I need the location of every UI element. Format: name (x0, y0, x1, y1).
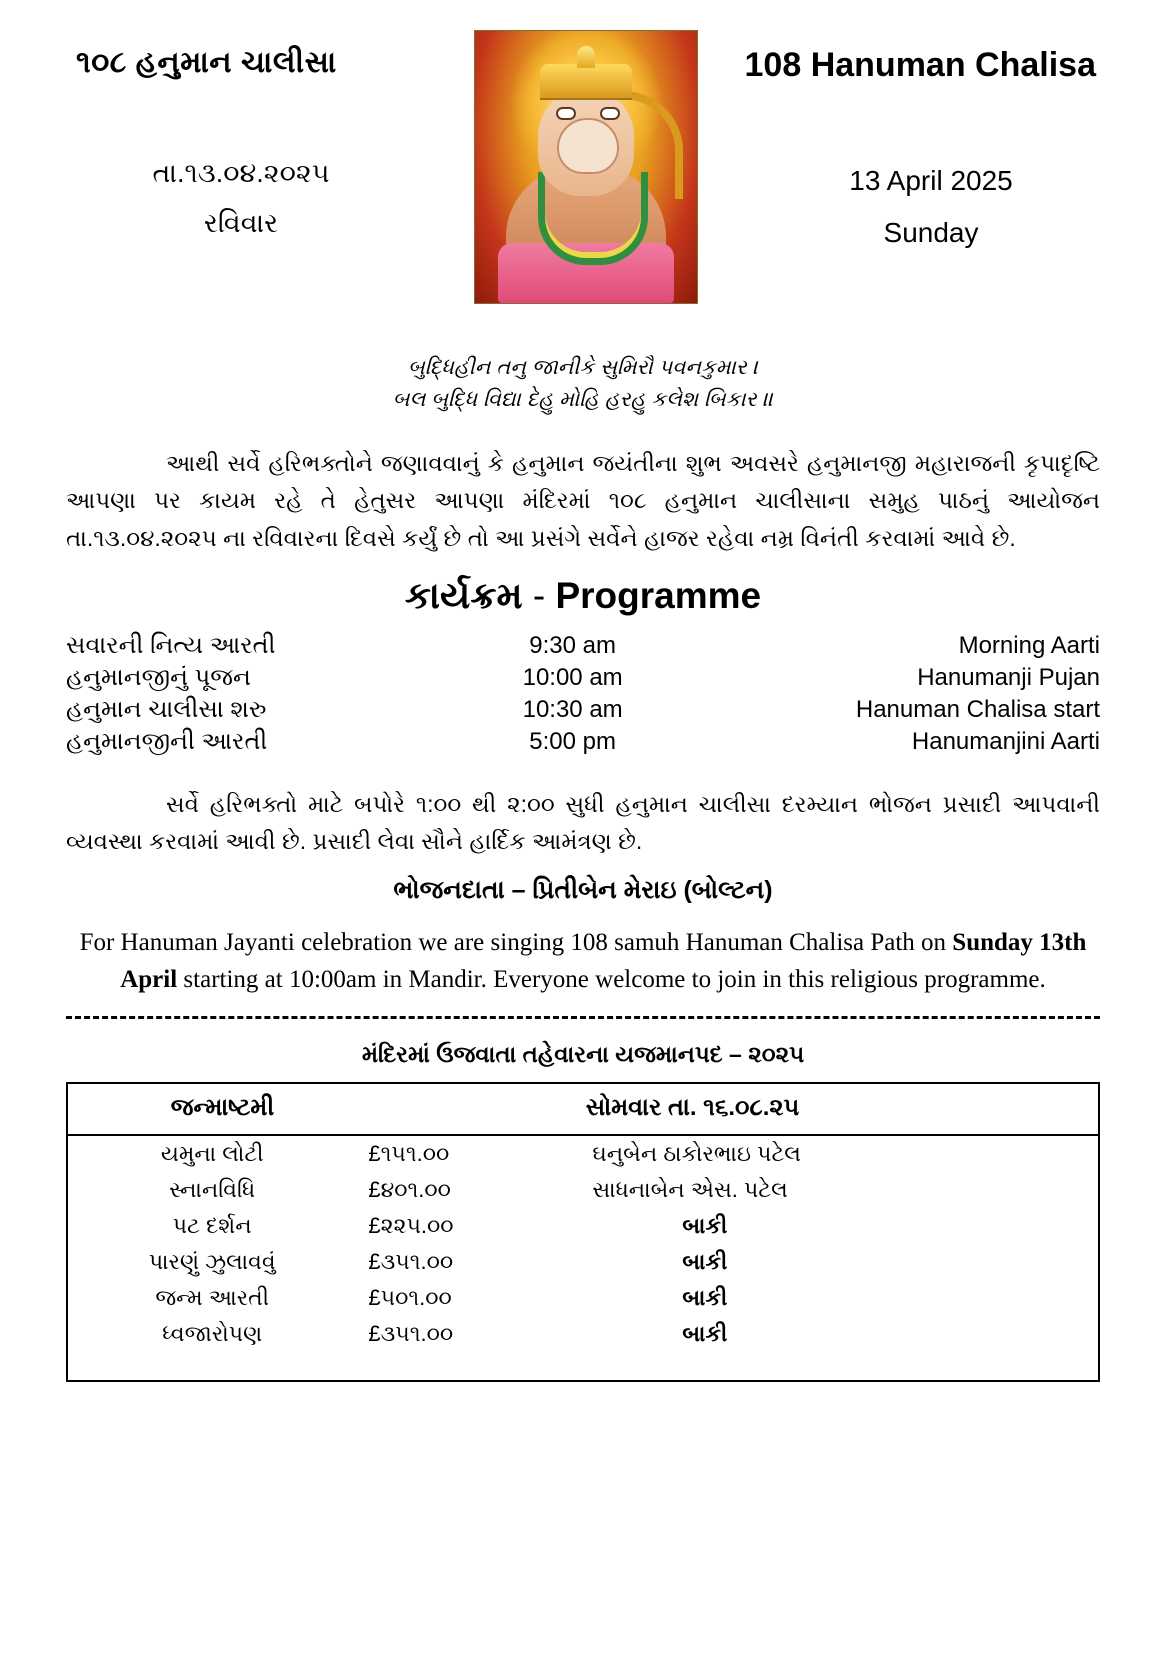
festival-name: જન્માષ્ટમી (170, 1093, 275, 1121)
english-note-paragraph (66, 925, 1100, 998)
table-row (66, 694, 1100, 726)
left-eye-shape (556, 107, 576, 120)
festival-date: સોમવાર તા. ૧૬.૦૮.૨૫ (585, 1093, 800, 1121)
sponsorship-amount: £૫૦૧.૦૦ (368, 1284, 452, 1310)
festival-section-heading: મંદિરમાં ઉજવાતા તહેવારના યજમાનપદ – ૨૦૨૫ (361, 1040, 805, 1067)
programme-heading (66, 575, 1100, 618)
table-row (66, 726, 1100, 758)
shloka-block (66, 352, 1100, 415)
sponsorship-item: યમુના લોટી (160, 1140, 264, 1166)
english-note-bold-date: Sunday 13th April (120, 929, 1087, 993)
programme-item-english: Morning Aarti (958, 631, 1100, 659)
sponsor-name: ઘનુબેન ઠાકોરભાઇ પટેલ (592, 1140, 801, 1166)
programme-heading-english: Programme (555, 574, 762, 616)
programme-table (66, 630, 1100, 758)
sponsor-name: સાધનાબેન એસ. પટેલ (592, 1176, 788, 1202)
sponsorship-item: પટ દર્શન (172, 1212, 252, 1238)
programme-item-english: Hanumanji Pujan (917, 663, 1100, 691)
programme-item-gujarati: હનુમાન ચાલીસા શરુ (66, 695, 267, 723)
table-row (68, 1136, 1098, 1172)
table-row (68, 1208, 1098, 1244)
english-note-part-2: starting at 10:00am in Mandir. Everyone welcome to join in this religious programme. (177, 965, 1046, 993)
programme-item-gujarati: સવારની નિત્ય આરતી (66, 631, 276, 659)
event-day-english: Sunday (883, 217, 979, 248)
page-title-gujarati: ૧૦૮ હનુમાન ચાલીસા (76, 46, 337, 79)
header (66, 30, 1100, 310)
shloka-line-1: બુદ્ધિહીન તનુ જાનીકે સુમિરૌ પવનકુમાર । (407, 356, 759, 379)
shloka-line-2: બલ બુદ્ધિ વિદ્યા દેહુ મોહિ હરહુ કલેશ બિકાર ॥ (392, 387, 774, 411)
event-date-english: 13 April 2025 (849, 165, 1013, 196)
festival-table-header (68, 1084, 1098, 1136)
sponsorship-item: પારણું ઝુલાવવું (148, 1248, 276, 1274)
event-date-gujarati: તા.૧૩.૦૪.૨૦૨૫ (152, 158, 330, 188)
right-eye-shape (600, 107, 620, 120)
table-row (66, 662, 1100, 694)
sponsor-name: બાકી (682, 1248, 728, 1274)
hanuman-deity-image (474, 30, 698, 304)
table-row (68, 1244, 1098, 1280)
programme-item-time: 10:00 am (522, 663, 623, 691)
programme-heading-gujarati: કાર્યક્રમ (404, 574, 523, 616)
event-day-gujarati: રવિવાર (203, 208, 279, 238)
festival-sponsor-table (68, 1136, 1098, 1352)
programme-heading-separator: - (522, 574, 556, 616)
sponsor-name: બાકી (682, 1212, 728, 1238)
sponsorship-item: ધ્વજારોપણ (162, 1320, 263, 1346)
festival-table-bottom-space (68, 1352, 1098, 1380)
dashed-divider (66, 1016, 1100, 1019)
sponsorship-amount: £૨૨૫.૦૦ (368, 1212, 454, 1238)
sponsorship-item: જન્મ આરતી (155, 1284, 270, 1310)
sponsorship-amount: £૩૫૧.૦૦ (368, 1248, 454, 1274)
programme-item-time: 5:00 pm (529, 727, 616, 755)
crown-shape (540, 64, 632, 98)
page-title-english: 108 Hanuman Chalisa (744, 46, 1096, 84)
muzzle-shape (557, 118, 619, 174)
header-right-column (744, 30, 1100, 249)
table-row (68, 1280, 1098, 1316)
prasadi-paragraph-gujarati: સર્વે હરિભક્તો માટે બપોરે ૧:૦૦ થી ૨:૦૦ સુધી હનુમાન ચાલીસા દરમ્યાન ભોજન પ્રસાદી આપવાની વ્યવસ્થા કરવામાં આવી છે. પ્રસાદી લેવા સૌને હાર્દિક આમંત્રણ છે. (66, 790, 1100, 854)
festival-table (66, 1082, 1100, 1382)
english-note-part-1: For Hanuman Jayanti celebration we are singing 108 samuh Hanuman Chalisa Path on (79, 929, 953, 957)
sponsor-name: બાકી (682, 1284, 728, 1310)
sponsorship-item: સ્નાનવિધિ (169, 1176, 256, 1202)
programme-item-gujarati: હનુમાનજીનું પૂજન (66, 663, 251, 691)
programme-item-time: 9:30 am (529, 631, 616, 659)
programme-item-gujarati: હનુમાનજીની આરતી (66, 727, 268, 755)
header-left-column (66, 30, 406, 240)
sponsor-name: બાકી (682, 1320, 728, 1346)
sponsorship-amount: £૧૫૧.૦૦ (368, 1140, 450, 1166)
table-row (68, 1316, 1098, 1352)
table-row (68, 1172, 1098, 1208)
sponsorship-amount: £૩૫૧.૦૦ (368, 1320, 454, 1346)
sponsorship-amount: £૪૦૧.૦૦ (368, 1176, 451, 1202)
bhojan-donor-line: ભોજનદાતા – પ્રિતીબેન મેરાઇ (બોલ્ટન) (393, 876, 773, 905)
programme-item-english: Hanuman Chalisa start (855, 695, 1100, 723)
invitation-paragraph-gujarati: આથી સર્વે હરિભક્તોને જણાવવાનું કે હનુમાન જયંતીના શુભ અવસરે હનુમાનજી મહારાજની કૃપાદૃષ્ટિ આપણા પર કાયમ રહે તે હેતુસર આપણા મંદિરમાં ૧૦૮ હનુમાન ચાલીસાના સમુહ પાઠનું આયોજન તા.૧૩.૦૪.૨૦૨૫ ના રવિવારના દિવસે કર્યું છે તો આ પ્રસંગે સર્વેને હાજર રહેવા નમ્ર વિનંતી કરવામાં આવે છે. (66, 450, 1100, 551)
programme-item-english: Hanumanjini Aarti (911, 727, 1100, 755)
programme-item-time: 10:30 am (522, 695, 623, 723)
table-row (66, 630, 1100, 662)
